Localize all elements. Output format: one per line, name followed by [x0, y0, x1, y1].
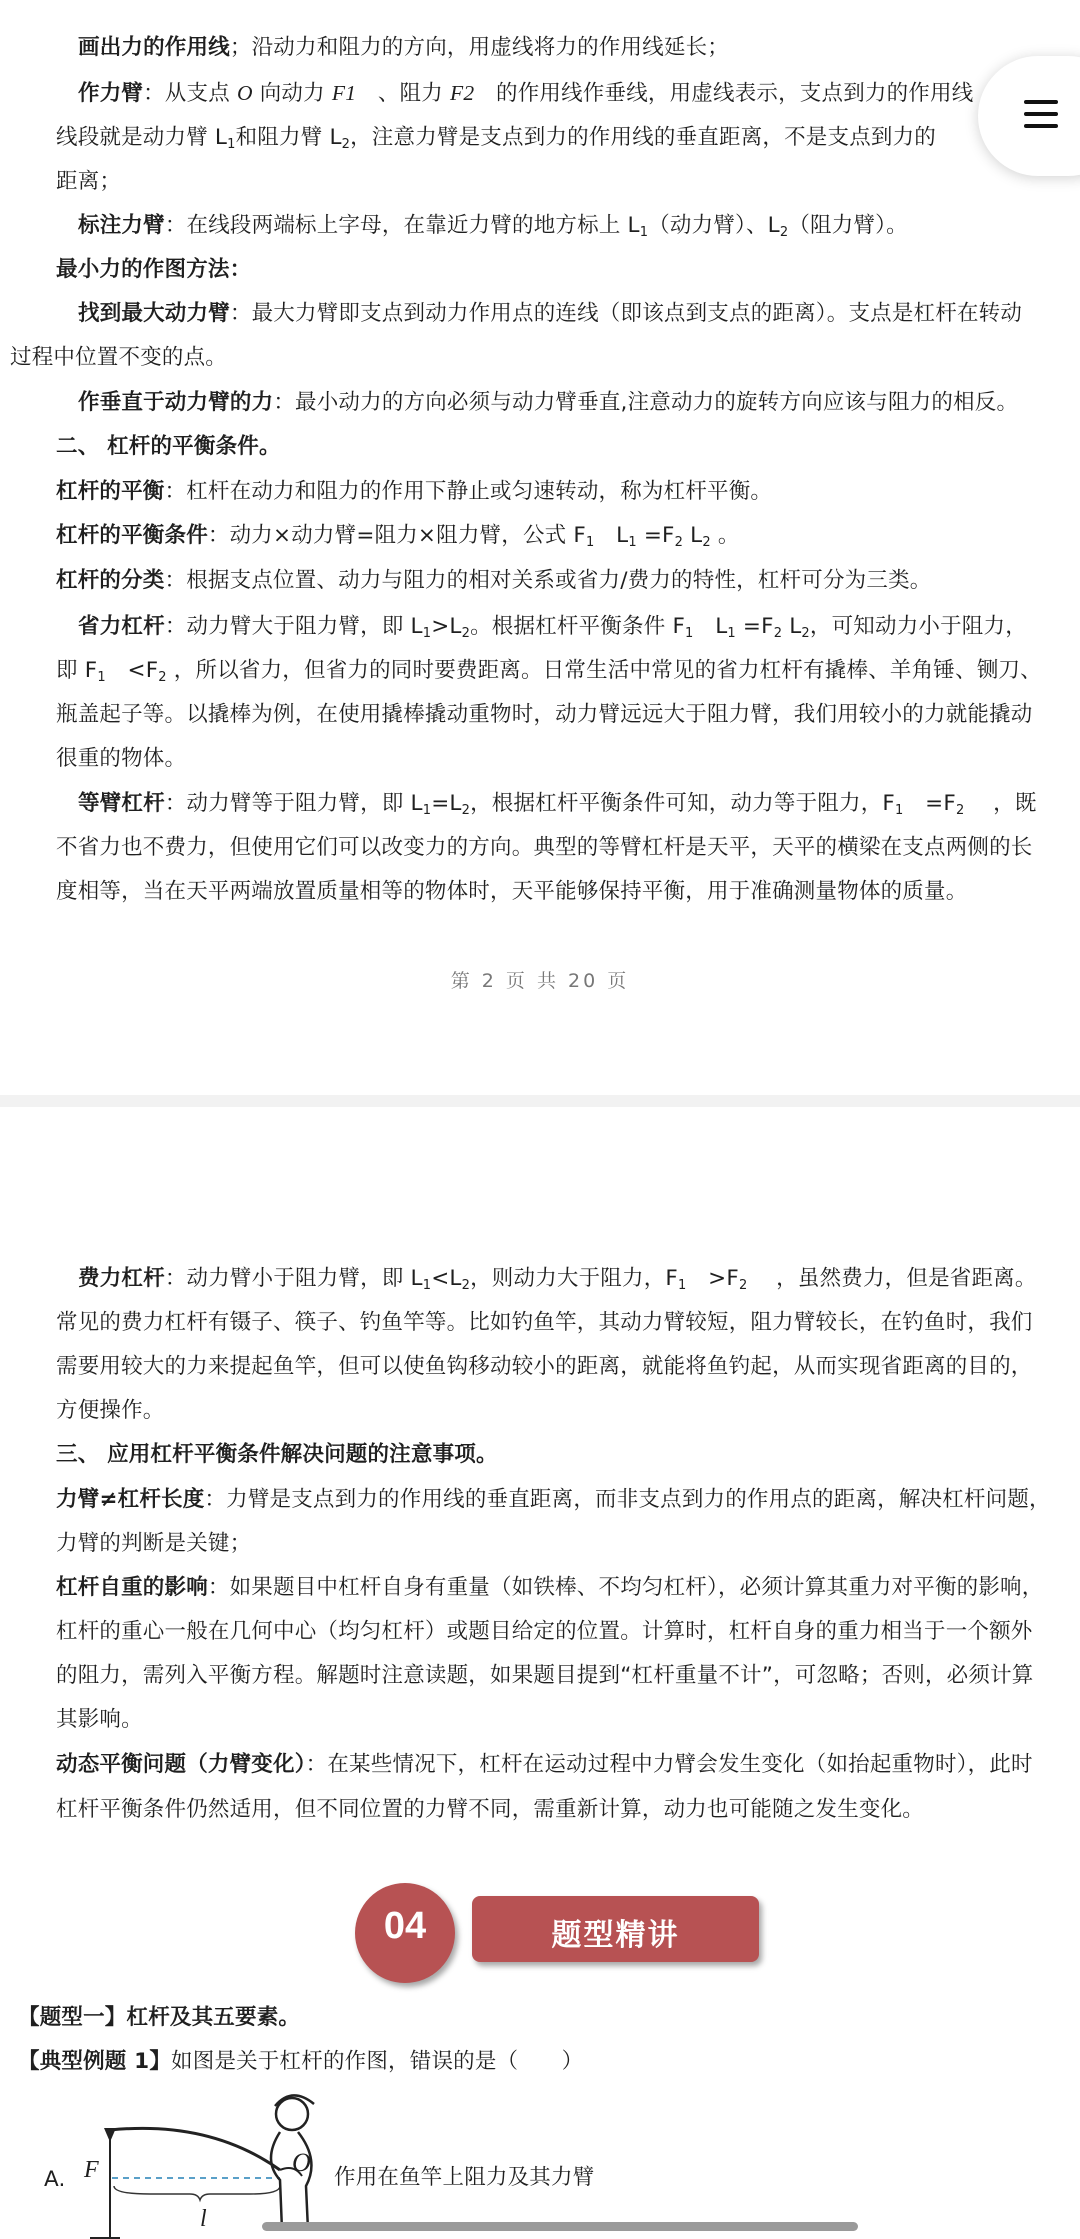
paragraph-line: 很重的物体。: [56, 746, 187, 771]
person-body-right: [298, 2132, 311, 2230]
paragraph-label-arm: 标注力臂：在线段两端标上字母，在靠近力臂的地方标上 $L_1$（动力臂）、$L_2$（阻力臂）。: [78, 213, 908, 240]
person-body: [271, 2132, 282, 2230]
section-heading-3: 三、 应用杠杆平衡条件解决问题的注意事项。: [56, 1442, 498, 1467]
paragraph-equal-arm-lever: 等臂杠杆：动力臂等于阻力臂，即 $L_1=L_2$，根据杠杆平衡条件可知，动力等于阻力，$F_1$ $=F_2$ ，既: [78, 791, 1037, 818]
paragraph-max-arm: 找到最大动力臂：最大力臂即支点到动力作用点的连线（即该点到支点的距离）。支点是杠杆在转动: [78, 301, 1023, 326]
paragraph-line: 不省力也不费力，但使用它们可以改变力的方向。典型的等臂杠杆是天平，天平的横梁在支点两侧的长: [56, 835, 1033, 860]
paragraph-distance-saving-lever: 费力杠杆：动力臂小于阻力臂，即 $L_1<L_2$，则动力大于阻力，$F_1$ $>F_2$ ，虽然费力，但是省距离。: [78, 1266, 1037, 1293]
force-label-f: F: [84, 2157, 99, 2183]
paragraph-line: 距离；: [56, 169, 122, 194]
paragraph-draw-force-line: 画出力的作用线；沿动力和阻力的方向，用虚线将力的作用线延长；: [78, 35, 730, 60]
page-divider: [0, 1095, 1080, 1107]
paragraph-dynamic-balance: 动态平衡问题（力臂变化）：在某些情况下，杠杆在运动过程中力臂会发生变化（如抬起重物时），此时: [56, 1752, 1033, 1777]
person-head: [276, 2098, 308, 2130]
paragraph-line: 杠杆平衡条件仍然适用，但不同位置的力臂不同，需重新计算，动力也可能随之发生变化。: [56, 1797, 925, 1822]
arm-brace: [114, 2186, 280, 2200]
paragraph-force-saving-lever: 省力杠杆：动力臂大于阻力臂，即 $L_1>L_2$。根据杠杆平衡条件 $F_1$ $L_1 =F_2$ $L_2$，可知动力小于阻力，: [78, 614, 1027, 641]
paragraph-line: 线段就是动力臂 $L_1$和阻力臂 $L_2$，注意力臂是支点到力的作用线的垂直距离，不是支点到力的: [56, 125, 937, 152]
paragraph-line: 过程中位置不变的点。: [10, 345, 228, 370]
option-a-label: A.: [44, 2167, 66, 2192]
menu-button[interactable]: [978, 56, 1080, 176]
option-a-caption: 作用在鱼竿上阻力及其力臂: [334, 2165, 595, 2190]
paragraph-line: 即 $F_1$ $<F_2$ ，所以省力，但省力的同时要费距离。日常生活中常见的省力杠杆有撬棒、羊角锤、铡刀、: [56, 658, 1042, 685]
paragraph-line: 常见的费力杠杆有镊子、筷子、钓鱼竿等。比如钓鱼竿，其动力臂较短，阻力臂较长，在钓鱼时，我们: [56, 1310, 1033, 1335]
fishing-rod: [110, 2128, 280, 2170]
paragraph-line: 度相等，当在天平两端放置质量相等的物体时，天平能够保持平衡，用于准确测量物体的质量。: [56, 879, 968, 904]
horizontal-scrollbar[interactable]: [262, 2222, 858, 2231]
force-arrow-head: [104, 2128, 116, 2142]
section-heading-2: 二、 杠杆的平衡条件。: [56, 434, 281, 459]
arm-label-l: l: [200, 2206, 207, 2232]
paragraph-line: 的阻力，需列入平衡方程。解题时注意读题，如果题目提到“杠杆重量不计”，可忽略；否则，必须计算: [56, 1663, 1034, 1688]
section-title: 题型精讲: [551, 1918, 680, 1953]
page-footer: 第 2 页 共 20 页: [450, 970, 630, 992]
paragraph-balance-condition: 杠杆的平衡条件：动力×动力臂=阻力×阻力臂，公式 $F_1$ $L_1 =F_2$ $L_2$ 。: [56, 523, 740, 550]
paragraph-line: 其影响。: [56, 1707, 143, 1732]
paragraph-lever-weight: 杠杆自重的影响：如果题目中杠杆自身有重量（如铁棒、不均匀杠杆），必须计算其重力对平衡的影响，: [56, 1575, 1044, 1600]
paragraph-perpendicular-force: 作垂直于动力臂的力：最小动力的方向必须与动力臂垂直,注意动力的旋转方向应该与阻力的相反。: [78, 390, 1019, 415]
example-question: 【典型例题 1】如图是关于杠杆的作图，错误的是（ ）: [18, 2049, 584, 2074]
paragraph-lever-balance: 杠杆的平衡：杠杆在动力和阻力的作用下静止或匀速转动，称为杠杆平衡。: [56, 479, 773, 504]
question-type-heading: 【题型一】杠杆及其五要素。: [18, 2005, 301, 2030]
paragraph-arm-vs-length: 力臂≠杠杆长度：力臂是支点到力的作用线的垂直距离，而非支点到力的作用点的距离，解决杠杆问题，: [56, 1487, 1051, 1512]
paragraph-force-arm: 作力臂：从支点 O 向动力 F1 、阻力 F2 的作用线作垂线，用虚线表示，支点到力的作用线: [78, 81, 974, 106]
heading-min-force: 最小力的作图方法：: [56, 257, 252, 282]
paragraph-line: 瓶盖起子等。以撬棒为例，在使用撬棒撬动重物时，动力臂远远大于阻力臂，我们用较小的力就能撬动: [56, 702, 1033, 727]
paragraph-line: 需要用较大的力来提起鱼竿，但可以使鱼钩移动较小的距离，就能将鱼钓起，从而实现省距离的目的，: [56, 1354, 1033, 1379]
paragraph-lever-types: 杠杆的分类：根据支点位置、动力与阻力的相对关系或省力/费力的特性，杠杆可分为三类。: [56, 568, 932, 593]
paragraph-line: 力臂的判断是关键；: [56, 1531, 252, 1556]
section-number: 04: [383, 1905, 427, 1947]
paragraph-line: 杠杆的重心一般在几何中心（均匀杠杆）或题目给定的位置。计算时，杠杆自身的重力相当于一个额外: [56, 1619, 1033, 1644]
pivot-label-o: O: [292, 2148, 311, 2177]
paragraph-line: 方便操作。: [56, 1398, 165, 1423]
